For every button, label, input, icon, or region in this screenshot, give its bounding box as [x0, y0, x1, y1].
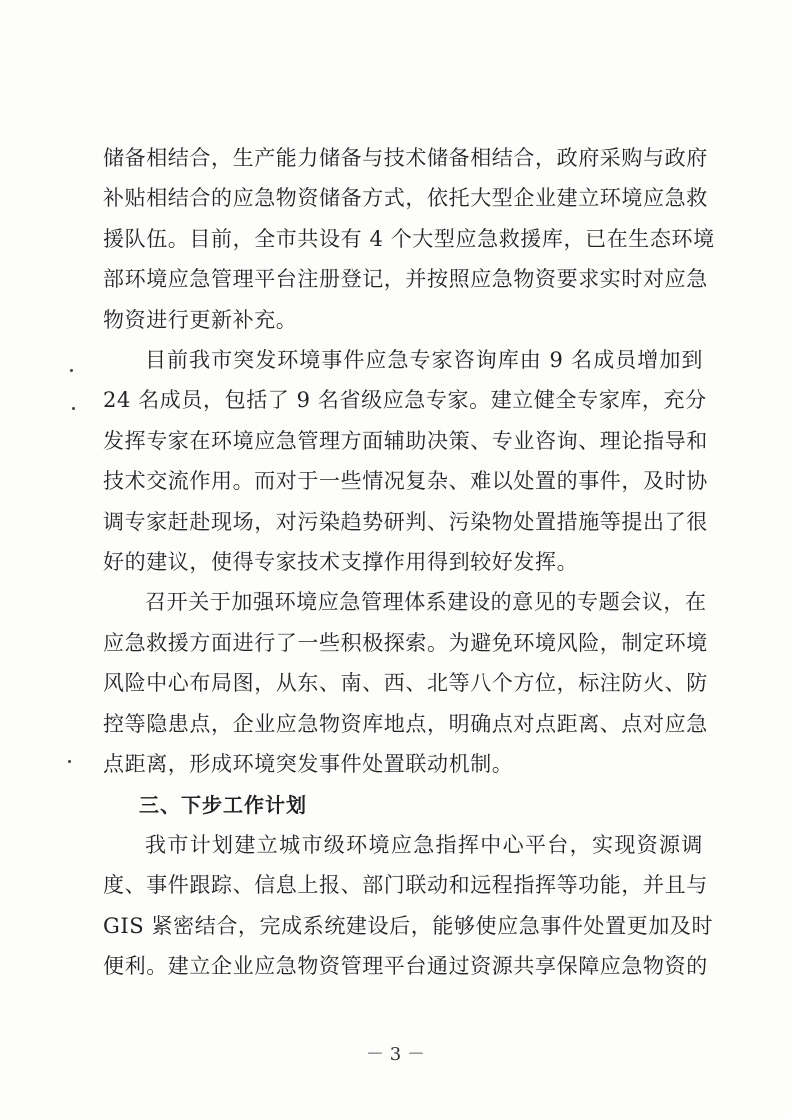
paragraph-expert-database [103, 340, 708, 582]
text-line: 度、事件跟踪、信息上报、部门联动和远程指挥等功能，并且与 [103, 873, 708, 898]
text-line: 点距离，形成环境突发事件处置联动机制。 [103, 752, 514, 777]
text-line: 召开关于加强环境应急管理体系建设的意见的专题会议，在 [145, 590, 707, 615]
text-line: 部环境应急管理平台注册登记，并按照应急物资要求实时对应急 [103, 267, 708, 292]
text-line: 技术交流作用。而对于一些情况复杂、难以处置的事件，及时协 [103, 469, 708, 494]
text-line: 风险中心布局图，从东、南、西、北等八个方位，标注防火、防 [103, 671, 708, 696]
scan-speck [68, 760, 71, 763]
text-line: 24 名成员，包括了 9 名省级应急专家。建立健全专家库，充分 [103, 388, 707, 413]
section-heading: 三、下步工作计划 [139, 792, 307, 817]
scan-speck [70, 369, 73, 372]
text-line: 援队伍。目前，全市共设有 4 个大型应急救援库，已在生态环境 [103, 226, 715, 251]
document-body [103, 138, 715, 987]
text-line: 储备相结合，生产能力储备与技术储备相结合，政府采购与政府 [103, 146, 708, 170]
text-line: 补贴相结合的应急物资储备方式，依托大型企业建立环境应急救 [103, 186, 708, 211]
text-line: 好的建议，使得专家技术支撑作用得到较好发挥。 [103, 550, 579, 575]
page-number: － 3 － [366, 1044, 425, 1065]
paragraph-emergency-reserves [103, 138, 715, 340]
paragraph-special-meeting [103, 582, 708, 784]
text-line: 我市计划建立城市级环境应急指挥中心平台，实现资源调 [145, 832, 703, 857]
text-line: 便利。建立企业应急物资管理平台通过资源共享保障应急物资的 [103, 954, 708, 979]
text-line: 物资进行更新补充。 [103, 307, 298, 332]
text-line: 发挥专家在环境应急管理方面辅助决策、专业咨询、理论指导和 [103, 428, 708, 453]
text-line: GIS 紧密结合，完成系统建设后，能够使应急事件处置更加及时 [103, 913, 714, 938]
paragraph-work-plan [103, 825, 714, 987]
scan-speck [72, 407, 75, 410]
text-line: 应急救援方面进行了一些积极探索。为避免环境风险，制定环境 [103, 630, 708, 655]
text-line: 调专家赶赴现场，对污染趋势研判、污染物处置措施等提出了很 [103, 509, 708, 534]
text-line: 目前我市突发环境事件应急专家咨询库由 9 名成员增加到 [145, 348, 703, 373]
text-line: 控等隐患点，企业应急物资库地点，明确点对点距离、点对应急 [103, 711, 708, 736]
